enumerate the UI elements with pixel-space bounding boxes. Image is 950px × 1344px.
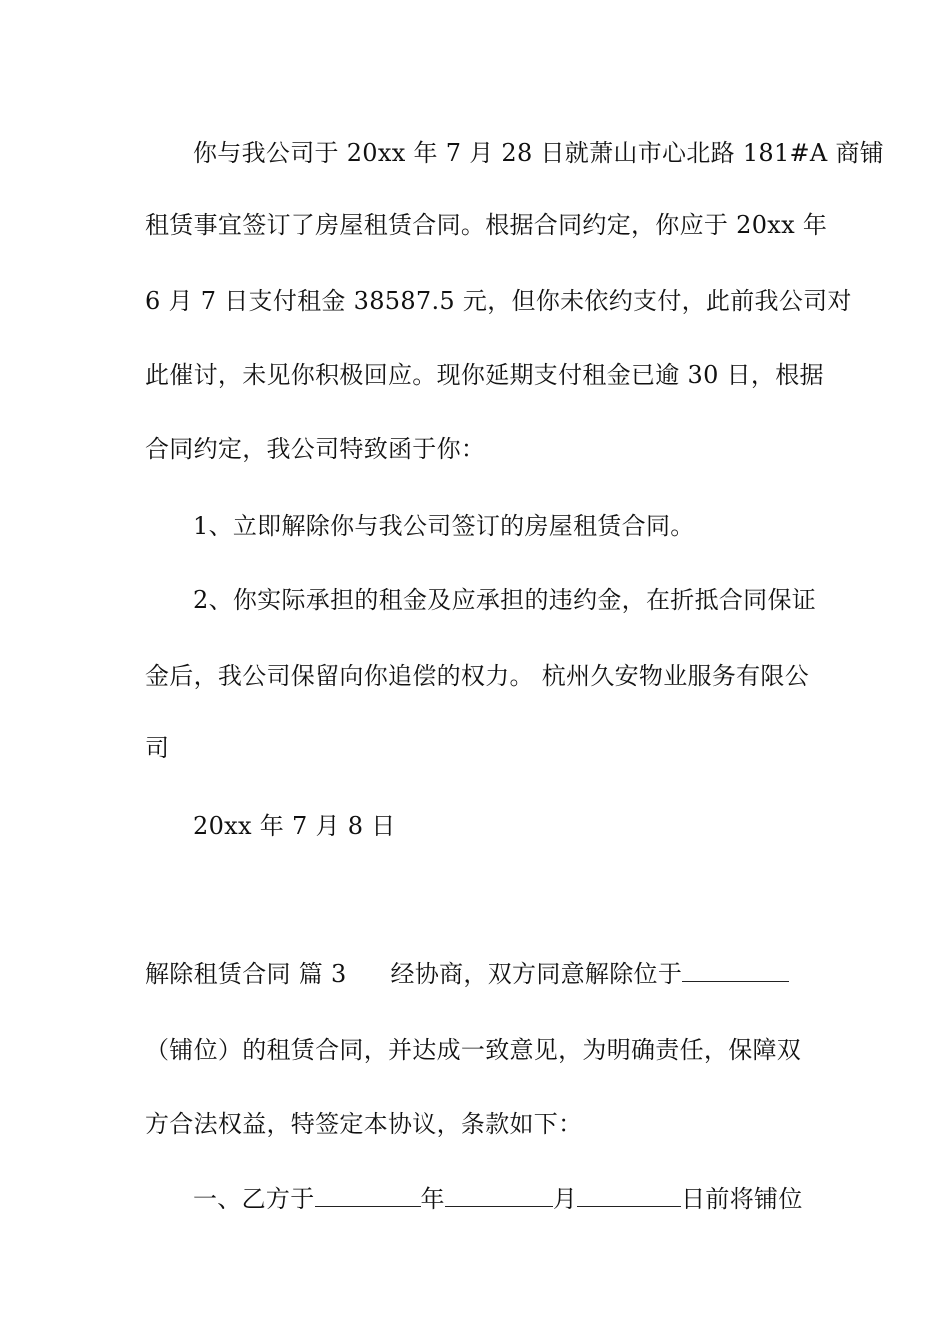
section-3-line-2: （铺位）的租赁合同，并达成一致意见，为明确责任，保障双 [145, 1036, 802, 1064]
paragraph-1-line-4: 此催讨，未见你积极回应。现你延期支付租金已逾 30 日，根据 [145, 361, 824, 389]
clause-1-prefix: 一、乙方于 [193, 1185, 315, 1213]
month-blank [445, 1184, 553, 1207]
section-3-line-1 [145, 958, 810, 990]
year-blank [315, 1184, 421, 1207]
letter-date: 20xx 年 7 月 8 日 [193, 812, 396, 840]
clause-1-suffix: 日前将铺位 [681, 1185, 803, 1213]
clause-1-year: 年 [420, 1185, 445, 1213]
paragraph-1-line-5: 合同约定，我公司特致函于你： [145, 435, 486, 463]
item-2-line-2: 金后，我公司保留向你追偿的权力。 杭州久安物业服务有限公 [145, 662, 810, 690]
item-1: 1、立即解除你与我公司签订的房屋租赁合同。 [193, 512, 695, 540]
paragraph-1-line-1: 你与我公司于 20xx 年 7 月 28 日就萧山市心北路 181#A 商铺 [193, 139, 885, 167]
paragraph-1-line-3: 6 月 7 日支付租金 38587.5 元，但你未依约支付，此前我公司对 [145, 287, 852, 315]
section-3-heading: 解除租赁合同 篇 3 [145, 960, 347, 988]
paragraph-1-line-2: 租赁事宜签订了房屋租赁合同。根据合同约定，你应于 20xx 年 [145, 211, 828, 239]
location-blank [682, 959, 789, 982]
item-2-line-3: 司 [145, 734, 170, 762]
clause-1-month: 月 [552, 1185, 578, 1213]
item-2-line-1: 2、你实际承担的租金及应承担的违约金，在折抵合同保证 [193, 586, 817, 614]
section-3-line-3: 方合法权益，特签定本协议，条款如下： [145, 1110, 583, 1138]
day-blank [577, 1184, 681, 1207]
clause-1-line-1 [193, 1183, 810, 1215]
section-3-intro: 经协商，双方同意解除位于 [390, 960, 683, 988]
